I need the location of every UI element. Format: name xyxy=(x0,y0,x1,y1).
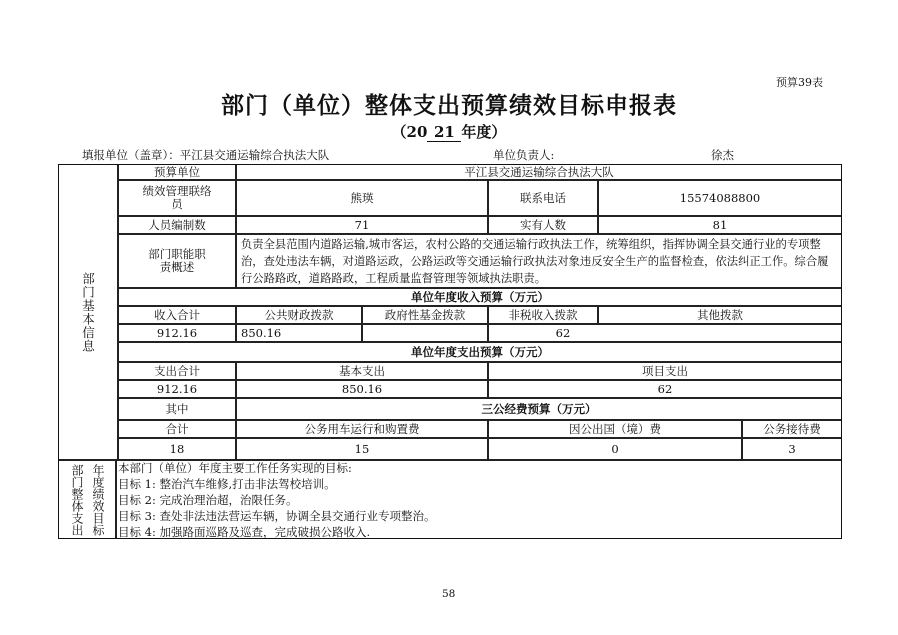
income-value-public-finance: 850.16 xyxy=(236,324,362,342)
expense-value-total: 912.16 xyxy=(118,380,236,398)
section-goals-label-left: 部门整体支出 xyxy=(70,463,84,536)
goal-item-4: 目标 4: 加强路面巡路及巡查，完成破损公路收入. xyxy=(118,525,371,539)
year-suffix: 年度） xyxy=(461,123,507,141)
three-public-value-vehicles: 15 xyxy=(236,438,488,460)
year-value: 21 xyxy=(427,123,461,142)
of-which-label: 其中 xyxy=(118,398,236,420)
staff-quota-value: 71 xyxy=(236,216,488,234)
responsible-label: 单位负责人: xyxy=(493,148,555,162)
income-header-public-finance: 公共财政拨款 xyxy=(236,306,362,324)
section-goals-label-right: 年度绩效目标 xyxy=(91,463,105,536)
expense-value-basic: 850.16 xyxy=(236,380,488,398)
form-code: 预算39表 xyxy=(776,76,823,89)
staff-actual-value: 81 xyxy=(598,216,842,234)
contact-label: 绩效管理联络员 xyxy=(118,180,236,216)
income-value-total: 912.16 xyxy=(118,324,236,342)
three-public-header-total: 合计 xyxy=(118,420,236,438)
page-number: 58 xyxy=(442,588,456,600)
income-header-gov-fund: 政府性基金拨款 xyxy=(362,306,488,324)
three-public-header-vehicles: 公务用车运行和购置费 xyxy=(236,420,488,438)
section-performance-goals-label xyxy=(58,460,116,539)
three-public-header-reception: 公务接待费 xyxy=(742,420,842,438)
three-public-value-reception: 3 xyxy=(742,438,842,460)
phone-label: 联系电话 xyxy=(488,180,598,216)
goals-intro: 本部门（单位）年度主要工作任务实现的目标: xyxy=(118,461,352,475)
income-header-other: 其他拨款 xyxy=(598,306,842,324)
expense-budget-heading: 单位年度支出预算（万元） xyxy=(118,342,842,362)
duties-label: 部门职能职责概述 xyxy=(118,234,236,288)
goal-item-2: 目标 2: 完成治理治超，治限任务。 xyxy=(118,493,298,507)
three-public-value-overseas: 0 xyxy=(488,438,742,460)
three-public-header-overseas: 因公出国（境）费 xyxy=(488,420,742,438)
expense-header-project: 项目支出 xyxy=(488,362,842,380)
income-header-non-tax: 非税收入拨款 xyxy=(488,306,598,324)
income-value-gov-fund xyxy=(362,324,488,342)
phone-value: 15574088800 xyxy=(598,180,842,216)
staff-actual-label: 实有人数 xyxy=(488,216,598,234)
year-prefix: （20 xyxy=(391,123,428,141)
responsible-name: 徐杰 xyxy=(711,148,734,162)
contact-value: 熊瑛 xyxy=(236,180,488,216)
expense-header-basic: 基本支出 xyxy=(236,362,488,380)
page-title: 部门（单位）整体支出预算绩效目标申报表 xyxy=(221,92,677,119)
income-value-non-tax-text: 62 xyxy=(488,324,638,342)
section-basic-info-label: 部门基本信息 xyxy=(58,164,118,460)
filler-unit-label: 填报单位（盖章）：平江县交通运输综合执法大队 xyxy=(82,148,330,162)
goal-item-1: 目标 1: 整治汽车维修,打击非法驾校培训。 xyxy=(118,477,336,491)
income-header-total: 收入合计 xyxy=(118,306,236,324)
expense-header-total: 支出合计 xyxy=(118,362,236,380)
three-public-value-total: 18 xyxy=(118,438,236,460)
duties-text: 负责全县范围内道路运输,城市客运，农村公路的交通运输行政执法工作，统筹组织，指挥协调全县交通行业的专项整治，查处违法车辆，对道路运政，公路运政等交通运输行政执法对象违反安全生产的监督检查，依法纠正工作。综合履行公路路政，道路路政，工程质量监督管理等领域执法职责。 xyxy=(236,234,842,288)
expense-value-project: 62 xyxy=(488,380,842,398)
budget-unit-value: 平江县交通运输综合执法大队 xyxy=(236,164,842,180)
three-public-heading: 三公经费预算（万元） xyxy=(236,398,842,420)
goal-item-3: 目标 3: 查处非法违法营运车辆，协调全县交通行业专项整治。 xyxy=(118,509,436,523)
income-value-other xyxy=(598,324,842,342)
income-budget-heading: 单位年度收入预算（万元） xyxy=(118,288,842,306)
budget-unit-label: 预算单位 xyxy=(118,164,236,180)
staff-quota-label: 人员编制数 xyxy=(118,216,236,234)
